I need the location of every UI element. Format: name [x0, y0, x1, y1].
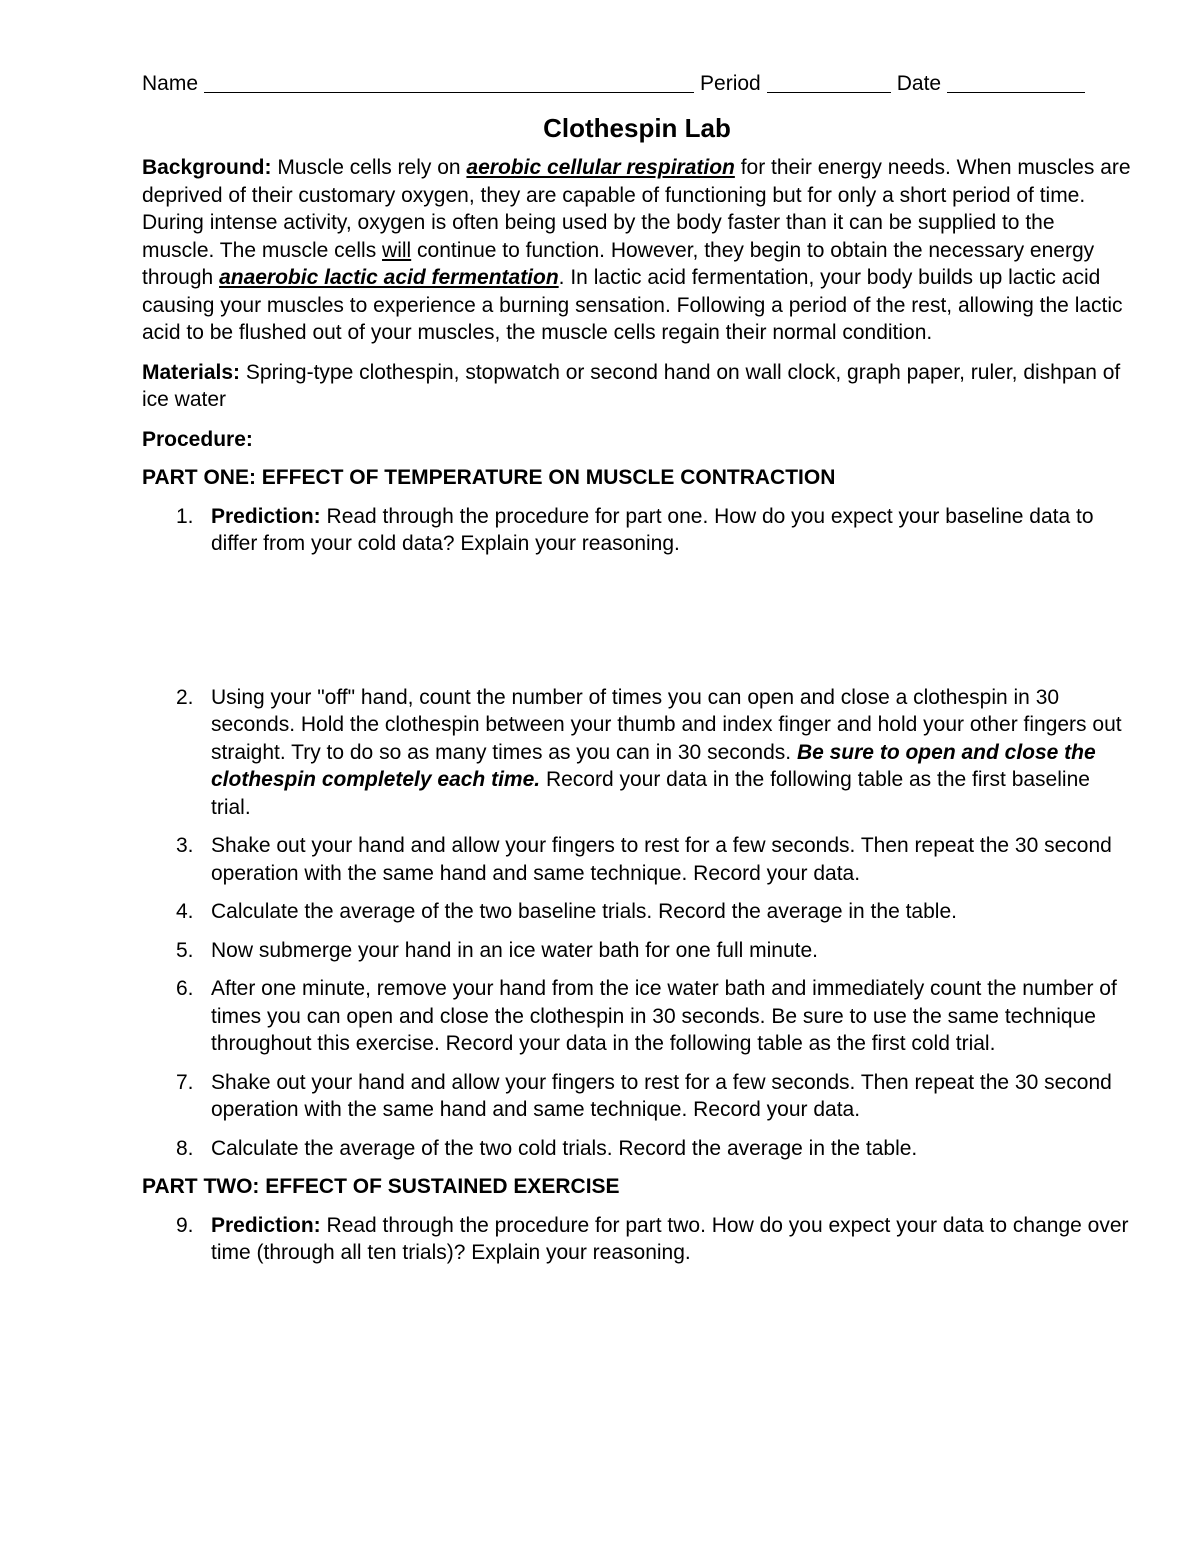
background-label: Background:	[142, 156, 272, 179]
header-fields	[142, 68, 1132, 100]
step-8	[142, 1135, 1132, 1163]
underlined-will: will	[382, 238, 412, 262]
materials-label: Materials:	[142, 360, 241, 384]
part-two-steps	[142, 1212, 1132, 1267]
step-number: 3.	[176, 834, 194, 857]
part-one-steps	[142, 503, 1132, 1163]
period-label: Period	[700, 72, 761, 95]
step-2	[142, 684, 1132, 822]
materials-paragraph	[142, 359, 1132, 414]
background-text-4: . In lactic acid fermentation, your body builds up lactic acid causing your muscles to experience a burning sensation. Following a period of the rest, allowing the lactic acid to be flushed out of your muscles, the muscle cells regain their normal condition.	[142, 266, 1123, 344]
step-text: Now submerge your hand in an ice water bath for one full minute.	[211, 938, 819, 962]
part-two-heading: PART TWO: EFFECT OF SUSTAINED EXERCISE	[142, 1175, 620, 1198]
name-blank	[204, 68, 694, 93]
prediction-label: Prediction:	[211, 1213, 321, 1237]
prediction-label: Prediction:	[211, 504, 321, 528]
step-number: 4.	[176, 900, 194, 923]
background-text-1: Muscle cells rely on	[271, 156, 467, 179]
step-number: 6.	[176, 977, 194, 1000]
page-title: Clothespin Lab	[543, 113, 731, 143]
term-aerobic-respiration: aerobic cellular respiration	[466, 156, 735, 179]
step-text: Shake out your hand and allow your fingers to rest for a few seconds. Then repeat the 30 second operation with the same hand and same technique. Record your data.	[211, 1070, 1112, 1121]
step-number: 8.	[176, 1136, 194, 1160]
worksheet-page	[142, 68, 1132, 1278]
period-blank	[767, 68, 891, 93]
background-paragraph	[142, 154, 1132, 347]
step-number: 5.	[176, 938, 194, 962]
step-6	[142, 975, 1132, 1058]
step-1	[142, 503, 1132, 558]
step-text: Shake out your hand and allow your fingers to rest for a few seconds. Then repeat the 30 second operation with the same hand and same technique. Record your data.	[211, 834, 1112, 885]
step-text: Using your "off" hand, count the number of times you can open and close a clothespin in 30 seconds. Hold the clothespin between your thumb and index finger and hold your other fingers out straight. Try to do so as many times as you can in 30 seconds.	[211, 685, 1122, 764]
emphasis-text: Be sure to open and close the clothespin completely each time.	[211, 740, 1096, 791]
part-one-heading: PART ONE: EFFECT OF TEMPERATURE ON MUSCLE CONTRACTION	[142, 466, 836, 489]
step-9	[142, 1212, 1132, 1267]
background-text-2: for their energy needs. When muscles are deprived of their customary oxygen, they are capable of functioning but for only a short period of time. During intense activity, oxygen is often being used by the body faster than it can be supplied to the muscle. The muscle cells	[142, 156, 1131, 262]
step-3	[142, 832, 1132, 887]
step-number: 1.	[176, 504, 194, 528]
step-text: Read through the procedure for part one. How do you expect your baseline data to differ from your cold data? Explain your reasoning.	[211, 504, 1094, 555]
step-number: 2.	[176, 685, 194, 709]
step-text: Calculate the average of the two baseline trials. Record the average in the table.	[211, 900, 957, 923]
name-label: Name	[142, 72, 199, 95]
date-label: Date	[896, 72, 942, 95]
term-lactic-acid-fermentation: anaerobic lactic acid fermentation	[219, 266, 559, 289]
step-text: Calculate the average of the two cold trials. Record the average in the table.	[211, 1136, 918, 1160]
materials-text: Spring-type clothespin, stopwatch or second hand on wall clock, graph paper, ruler, dishpan of ice water	[142, 360, 1121, 411]
step-5	[142, 937, 1132, 965]
step-4	[142, 898, 1132, 926]
step-text: After one minute, remove your hand from the ice water bath and immediately count the number of times you can open and close the clothespin in 30 seconds. Be sure to use the same technique throughout this exercise. Record your data in the following table as the first cold trial.	[211, 977, 1117, 1055]
procedure-label: Procedure:	[142, 427, 253, 451]
step-text: Record your data in the following table as the first baseline trial.	[211, 768, 1090, 819]
background-text-3: continue to function. However, they begin to obtain the necessary energy through	[142, 238, 1095, 289]
step-number: 7.	[176, 1070, 194, 1094]
date-blank	[947, 68, 1085, 93]
step-7	[142, 1069, 1132, 1124]
step-text: Read through the procedure for part two. How do you expect your data to change over time (through all ten trials)? Explain your reasoning.	[211, 1213, 1129, 1264]
step-number: 9.	[176, 1213, 194, 1237]
